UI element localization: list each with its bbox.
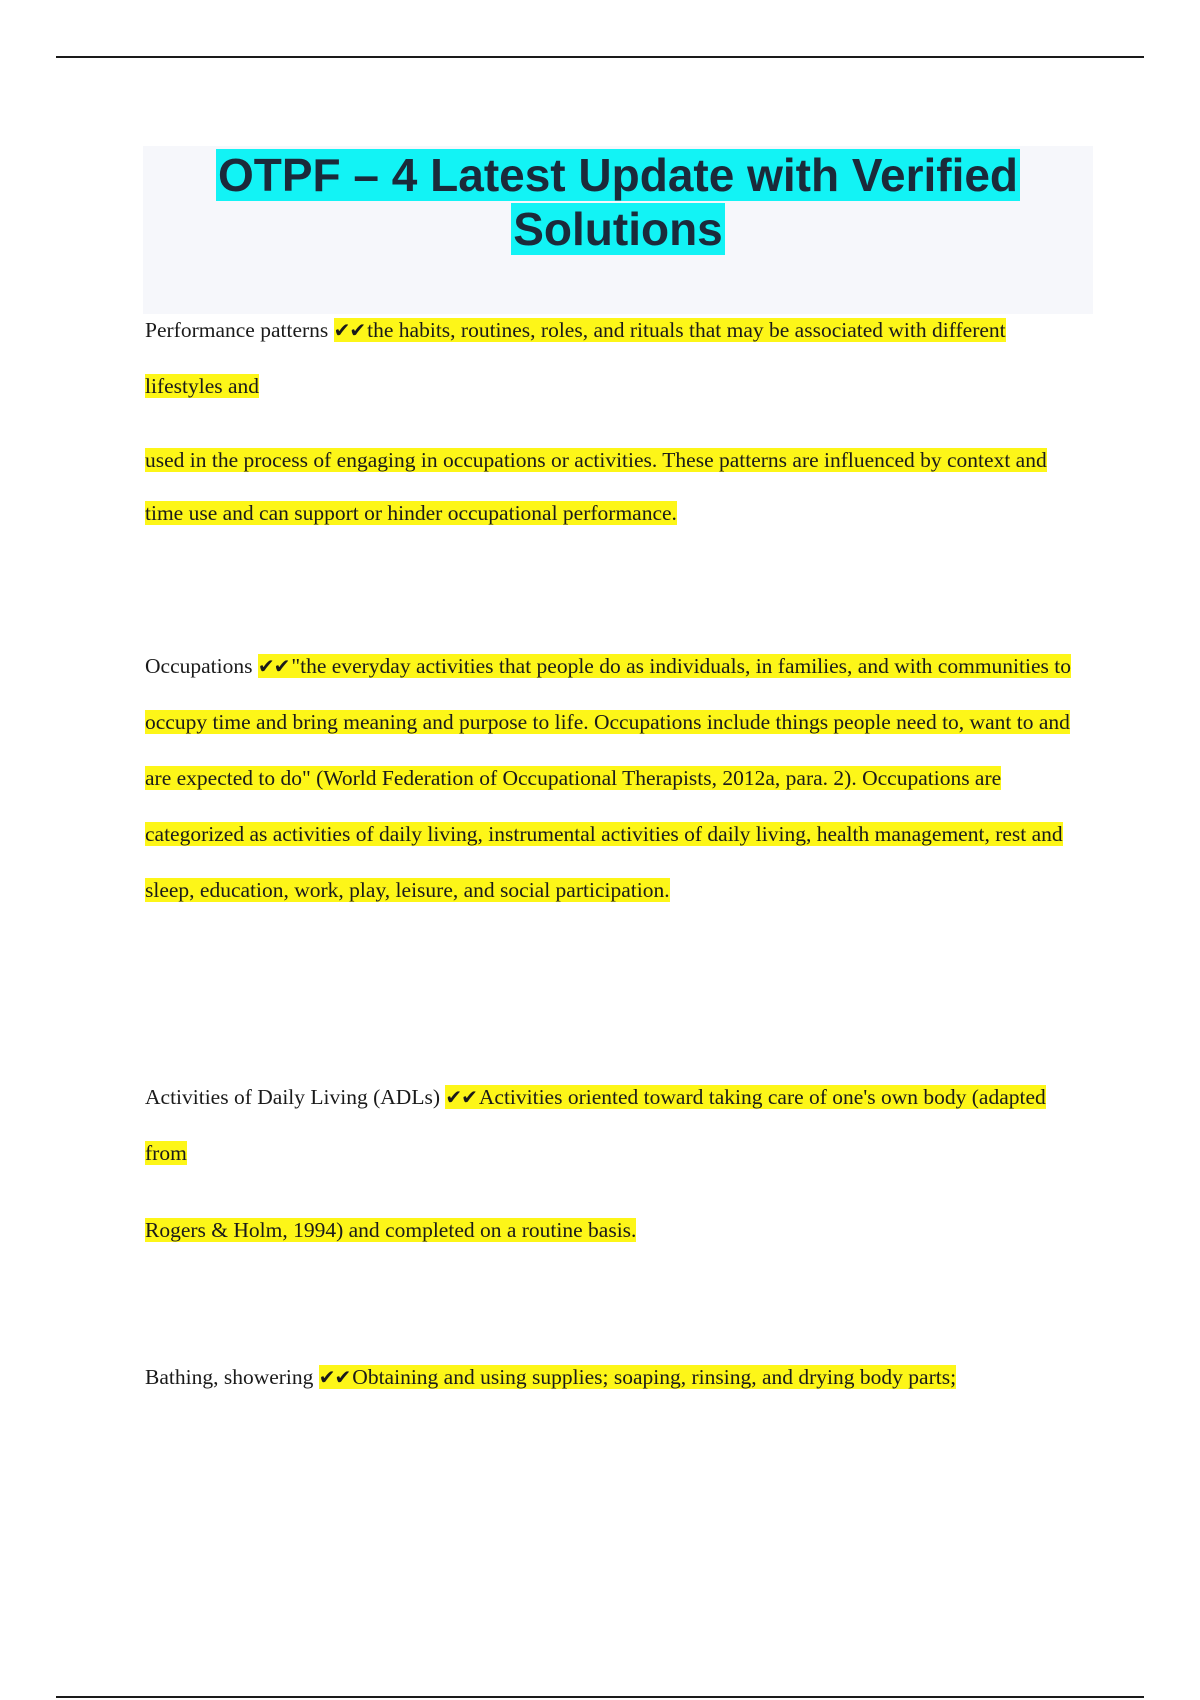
entry-definition: ✔✔the habits, routines, roles, and rituals that may be associated with different lifestyles and [145, 318, 1006, 398]
entry-occupations [145, 638, 1080, 918]
document-title [143, 148, 1093, 256]
entry-performance-patterns [145, 302, 1080, 414]
double-check-icon: ✔✔ [318, 1365, 351, 1389]
entry-term: Activities of Daily Living (ADLs) [145, 1085, 440, 1109]
entry-bathing-showering [145, 1349, 1080, 1405]
entry-term: Performance patterns [145, 318, 329, 342]
bottom-rule [56, 1696, 1144, 1698]
entry-definition: ✔✔"the everyday activities that people do as individuals, in families, and with communities to occupy time and bring meaning and purpose to life. Occupations include things people need to, want to and are expected to do" (World Federation of Occupational Therapists, 2012a, para. 2). Occupations are categorized as activities of daily living, instrumental activities of daily living, health management, rest and sleep, education, work, play, leisure, and social participation. [145, 654, 1071, 902]
title-line-1: OTPF – 4 Latest Update with Verified [217, 149, 1019, 201]
entry-term: Bathing, showering [145, 1365, 314, 1389]
top-rule [56, 56, 1144, 58]
entry-definition: ✔✔Obtaining and using supplies; soaping, rinsing, and drying body parts; [318, 1365, 957, 1389]
double-check-icon: ✔✔ [333, 318, 366, 342]
entry-term: Occupations [145, 654, 253, 678]
entry-definition-continued: used in the process of engaging in occupations or activities. These patterns are influenced by context and time use and can support or hinder occupational performance. [145, 448, 1047, 525]
entry-definition-continued: Rogers & Holm, 1994) and completed on a routine basis. [145, 1218, 637, 1242]
title-line-2: Solutions [513, 203, 723, 255]
entry-adls-continued [145, 1202, 1080, 1258]
entry-definition: ✔✔Activities oriented toward taking care of one's own body (adapted from [145, 1085, 1046, 1165]
entry-performance-patterns-continued [145, 434, 1080, 540]
double-check-icon: ✔✔ [257, 654, 290, 678]
entry-adls [145, 1069, 1080, 1181]
double-check-icon: ✔✔ [445, 1085, 477, 1109]
